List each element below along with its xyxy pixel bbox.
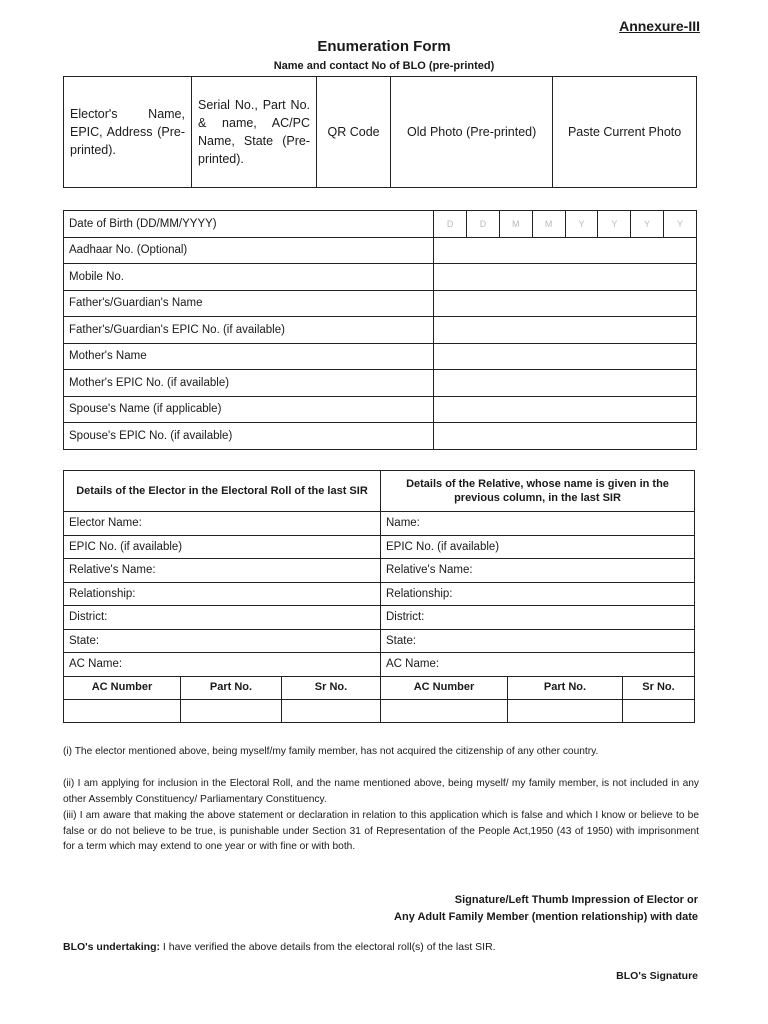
relative-sir-header: Details of the Relative, whose name is given in the previous column, in the last SIR — [381, 471, 695, 512]
blo-undertaking — [63, 941, 496, 953]
annexure-label: Annexure-III — [619, 18, 700, 34]
elector-relationship-field[interactable]: Relationship: — [64, 582, 381, 606]
dob-year-3-box[interactable]: Y — [631, 211, 664, 238]
dob-year-2-box[interactable]: Y — [598, 211, 631, 238]
relative-ac-number-field[interactable] — [381, 699, 508, 722]
mother-epic-field[interactable] — [434, 370, 697, 397]
relative-relative-name-field[interactable]: Relative's Name: — [381, 559, 695, 583]
relative-district-field[interactable]: District: — [381, 606, 695, 630]
dob-year-4-box[interactable]: Y — [664, 211, 697, 238]
elector-info-cell: Elector's Name, EPIC, Address (Pre-printed). — [64, 77, 192, 188]
dob-month-2-box[interactable]: M — [532, 211, 565, 238]
declaration-2: (ii) I am applying for inclusion in the Electoral Roll, and the name mentioned above, being myself/ my family member, is not included in any other Assembly Constituency/ Parliamentary Constituency. — [63, 778, 699, 805]
blo-signature-label: BLO's Signature — [616, 970, 698, 982]
father-epic-field[interactable] — [434, 317, 697, 344]
elector-name-field[interactable]: Elector Name: — [64, 512, 381, 536]
elector-relative-name-field[interactable]: Relative's Name: — [64, 559, 381, 583]
elector-ac-number-header: AC Number — [64, 676, 181, 699]
mother-name-field[interactable] — [434, 343, 697, 370]
form-title: Enumeration Form — [317, 38, 451, 55]
spouse-name-label: Spouse's Name (if applicable) — [64, 396, 434, 423]
blo-undertaking-text: I have verified the above details from the electoral roll(s) of the last SIR. — [160, 941, 496, 953]
father-name-field[interactable] — [434, 290, 697, 317]
relative-epic-field[interactable]: EPIC No. (if available) — [381, 535, 695, 559]
father-name-label: Father's/Guardian's Name — [64, 290, 434, 317]
elector-district-field[interactable]: District: — [64, 606, 381, 630]
signature-line-2: Any Adult Family Member (mention relationship) with date — [394, 911, 698, 923]
header-table — [63, 76, 697, 188]
form-subtitle: Name and contact No of BLO (pre-printed) — [273, 60, 495, 72]
declaration-3: (iii) I am aware that making the above statement or declaration in relation to this application which is false and which I know or believe to be false or do not believe to be true, is punishable under Section 31 of Representation of the People Act,1950 (43 of 1950) with imprisonment for a term which may extend to one year or with fine or with both. — [63, 810, 699, 853]
old-photo-box: Old Photo (Pre-printed) — [391, 77, 553, 188]
spouse-name-field[interactable] — [434, 396, 697, 423]
elector-state-field[interactable]: State: — [64, 629, 381, 653]
current-photo-box[interactable]: Paste Current Photo — [553, 77, 697, 188]
relative-ac-number-header: AC Number — [381, 676, 508, 699]
dob-day-2-box[interactable]: D — [467, 211, 500, 238]
relative-part-no-field[interactable] — [508, 699, 623, 722]
spouse-epic-label: Spouse's EPIC No. (if available) — [64, 423, 434, 450]
blo-undertaking-label: BLO's undertaking: — [63, 941, 161, 953]
relative-ac-name-field[interactable]: AC Name: — [381, 653, 695, 677]
elector-part-no-field[interactable] — [181, 699, 282, 722]
qr-code-box: QR Code — [317, 77, 391, 188]
relative-sr-no-field[interactable] — [623, 699, 695, 722]
elector-part-no-header: Part No. — [181, 676, 282, 699]
dob-label: Date of Birth (DD/MM/YYYY) — [64, 211, 434, 238]
signature-line-1: Signature/Left Thumb Impression of Elector or — [454, 894, 698, 906]
dob-year-1-box[interactable]: Y — [565, 211, 598, 238]
serial-info-cell: Serial No., Part No. & name, AC/PC Name, State (Pre-printed). — [192, 77, 317, 188]
mobile-label: Mobile No. — [64, 264, 434, 291]
elector-sr-no-field[interactable] — [282, 699, 381, 722]
relative-name-field[interactable]: Name: — [381, 512, 695, 536]
elector-ac-number-field[interactable] — [64, 699, 181, 722]
elector-signature-label — [394, 892, 698, 926]
elector-epic-field[interactable]: EPIC No. (if available) — [64, 535, 381, 559]
elector-ac-name-field[interactable]: AC Name: — [64, 653, 381, 677]
dob-month-1-box[interactable]: M — [499, 211, 532, 238]
declaration-1: (i) The elector mentioned above, being myself/my family member, has not acquired the citizenship of any other country. — [63, 746, 599, 757]
sir-details-table — [63, 470, 695, 723]
spouse-epic-field[interactable] — [434, 423, 697, 450]
aadhaar-label: Aadhaar No. (Optional) — [64, 237, 434, 264]
relative-sr-no-header: Sr No. — [623, 676, 695, 699]
mother-name-label: Mother's Name — [64, 343, 434, 370]
elector-sir-header: Details of the Elector in the Electoral Roll of the last SIR — [64, 471, 381, 512]
elector-sr-no-header: Sr No. — [282, 676, 381, 699]
dob-day-1-box[interactable]: D — [434, 211, 467, 238]
relative-state-field[interactable]: State: — [381, 629, 695, 653]
relative-relationship-field[interactable]: Relationship: — [381, 582, 695, 606]
father-epic-label: Father's/Guardian's EPIC No. (if available) — [64, 317, 434, 344]
aadhaar-field[interactable] — [434, 237, 697, 264]
relative-part-no-header: Part No. — [508, 676, 623, 699]
mobile-field[interactable] — [434, 264, 697, 291]
personal-details-table — [63, 210, 697, 450]
mother-epic-label: Mother's EPIC No. (if available) — [64, 370, 434, 397]
